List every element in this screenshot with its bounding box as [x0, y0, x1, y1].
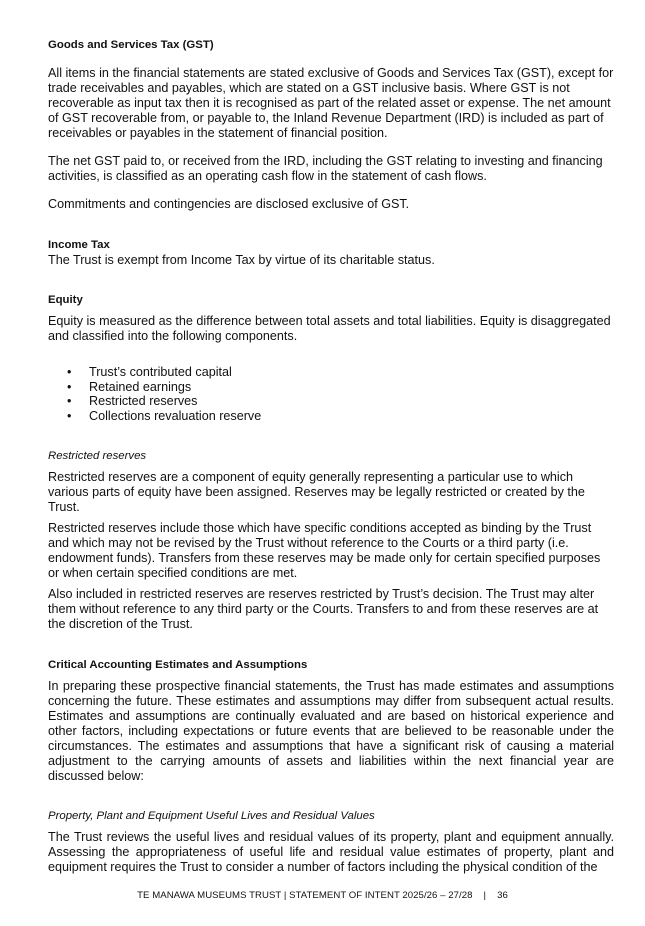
gst-paragraph-2: The net GST paid to, or received from the IRD, including the GST relating to investing and financing activities, is classified as an operating cash flow in the statement of cash flows. [48, 154, 603, 183]
list-item: • Trust’s contributed capital [67, 365, 232, 379]
page-footer [0, 890, 645, 902]
income-tax-text: The Trust is exempt from Income Tax by virtue of its charitable status. [48, 253, 435, 267]
bullet-icon: • [67, 379, 72, 394]
gst-heading: Goods and Services Tax (GST) [48, 39, 214, 51]
bullet-icon: • [67, 394, 72, 409]
list-item: • Retained earnings [67, 379, 192, 394]
list-item: • Restricted reserves [67, 394, 198, 409]
document-page [48, 38, 614, 875]
restricted-reserves-paragraph-1: Restricted reserves are a component of equity generally representing a particular use to which various parts of equity have been assigned. Reserves may be legally restricted or created by the Trust. [48, 469, 585, 514]
restricted-reserves-paragraph-3: Also included in restricted reserves are reserves restricted by Trust’s decision. The Trust may alter them without reference to any third party or the Courts. Transfers to and from these reserves are at the discretion of the Trust. [48, 586, 599, 631]
income-tax-heading: Income Tax [48, 239, 110, 251]
footer-separator: | [483, 890, 487, 901]
ppe-paragraph: The Trust reviews the useful lives and residual values of its property, plant and equipment annually. Assessing the appropriateness of useful life and residual value estimates of property, plant and equipment requires the Trust to consider a number of factors including the physical condition of the [48, 829, 614, 874]
critical-estimates-heading: Critical Accounting Estimates and Assumptions [48, 658, 308, 671]
restricted-reserves-heading: Restricted reserves [48, 449, 147, 462]
bullet-icon: • [67, 365, 72, 379]
restricted-reserves-paragraph-2: Restricted reserves include those which have specific conditions accepted as binding by the Trust and which may not be revised by the Trust without reference to the Courts or a third party (i.e. endowment funds). Transfers from these reserves may be made only for certain specified purposes or when certain specified conditions are met. [48, 520, 601, 580]
equity-components-list [48, 365, 614, 424]
gst-paragraph-3: Commitments and contingencies are disclosed exclusive of GST. [48, 197, 410, 211]
critical-estimates-paragraph: In preparing these prospective financial statements, the Trust has made estimates and assumptions concerning the future. These estimates and assumptions may differ from subsequent actual results. Estimates and assumptions are continually evaluated and are based on historical experience and other factors, including expectations or future events that are believed to be reasonable under the circumstances. The estimates and assumptions that have a significant risk of causing a material adjustment to the carrying amounts of assets and liabilities within the next financial year are discussed below: [48, 678, 614, 783]
footer-title: TE MANAWA MUSEUMS TRUST | STATEMENT OF INTENT 2025/26 – 27/28 [137, 890, 473, 901]
ppe-heading: Property, Plant and Equipment Useful Lives and Residual Values [48, 809, 375, 822]
list-item: • Collections revaluation reserve [67, 409, 262, 424]
equity-heading: Equity [48, 294, 83, 306]
page-number: 36 [497, 890, 508, 901]
gst-paragraph-1: All items in the financial statements are stated exclusive of Goods and Services Tax (GST), except for trade receivables and payables, which are stated on a GST inclusive basis. Where GST is not recoverable as input tax then it is recognised as part of the related asset or expense. The net amount of GST recoverable from, or payable to, the Inland Revenue Department (IRD) is included as part of receivables or payables in the statement of financial position. [48, 66, 614, 140]
equity-intro: Equity is measured as the difference between total assets and total liabilities. Equity is disaggregated and classified into the following components. [48, 314, 611, 343]
bullet-icon: • [67, 409, 72, 424]
